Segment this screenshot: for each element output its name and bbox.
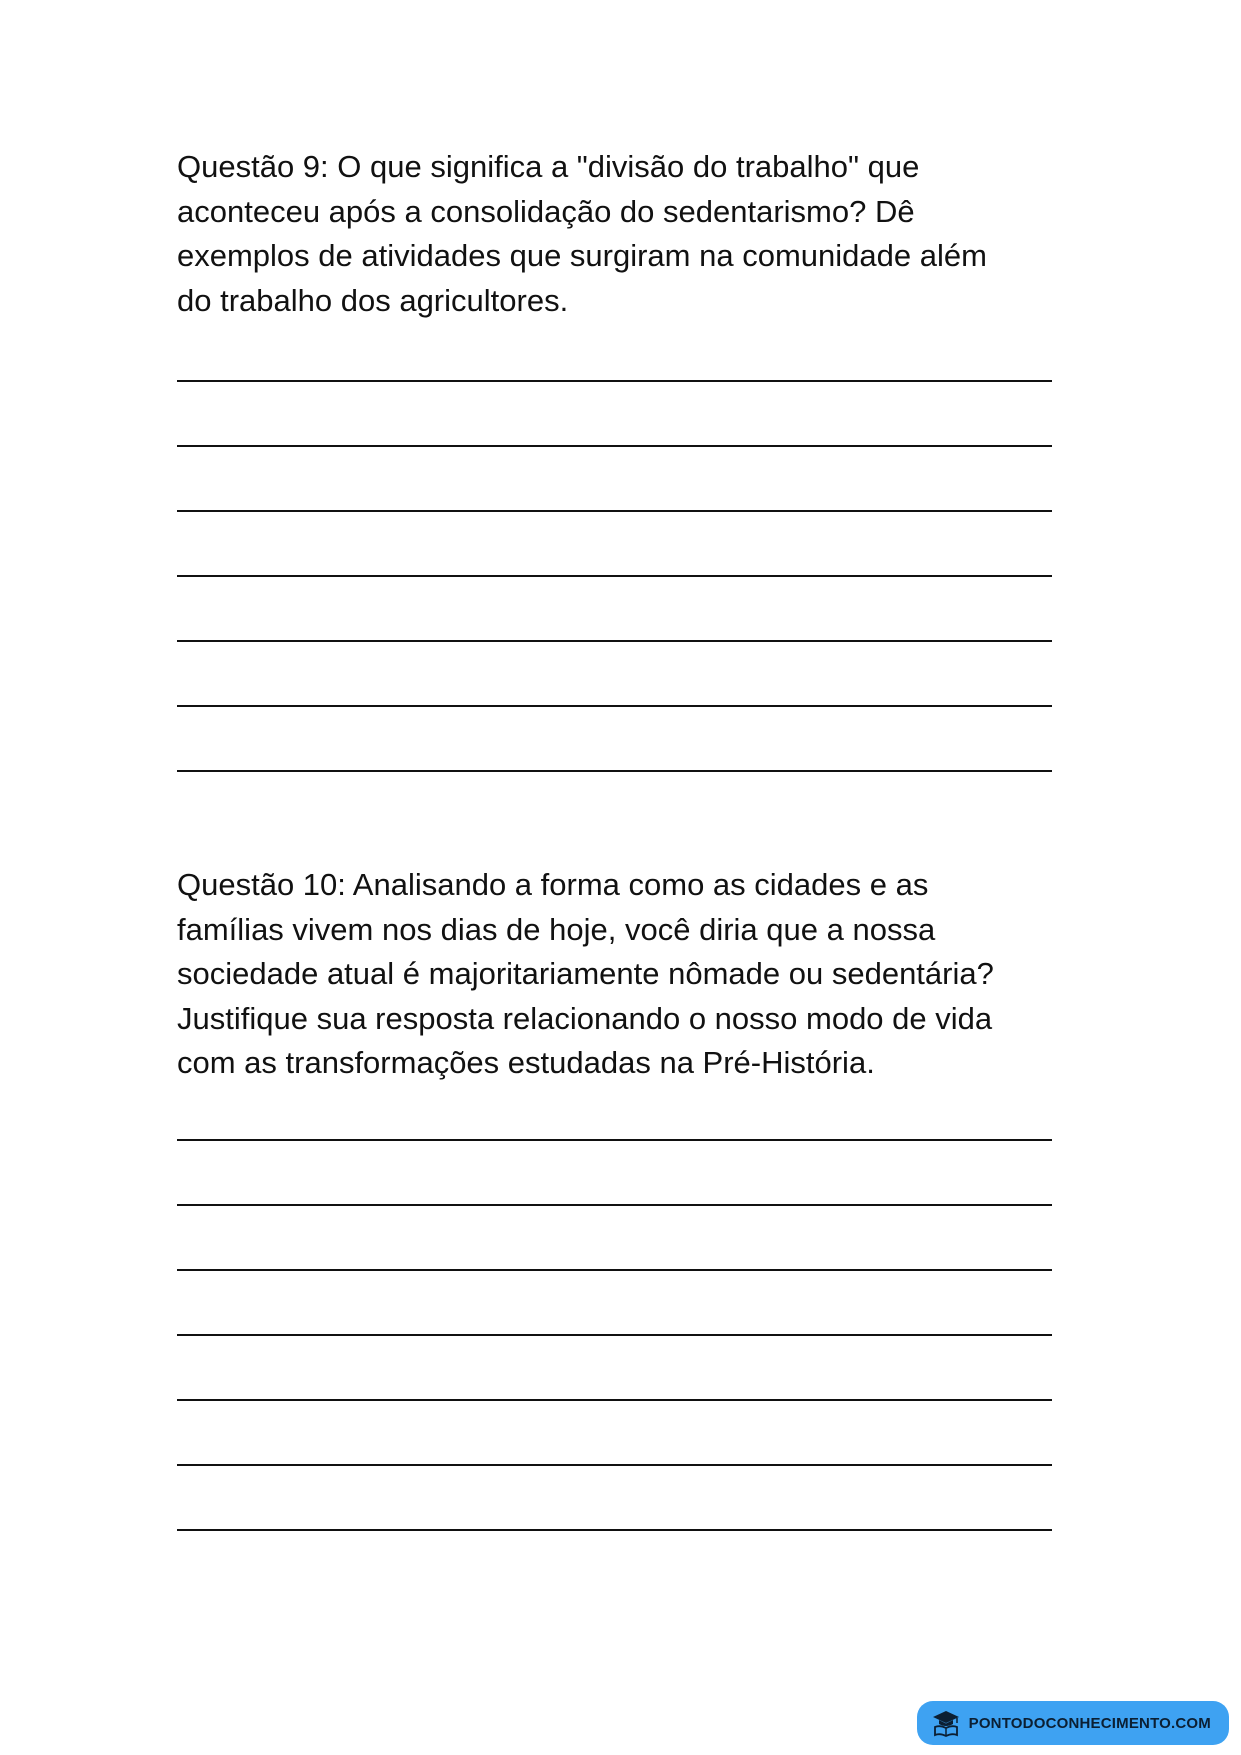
watermark-text: PONTODOCONHECIMENTO.COM [968,1714,1211,1732]
answer-line [177,1271,1052,1336]
answer-line [177,707,1052,772]
site-watermark [917,1701,1229,1745]
graduation-cap-book-icon [931,1709,961,1737]
answer-line [177,447,1052,512]
answer-line [177,1401,1052,1466]
answer-line [177,642,1052,707]
question-10-text: Questão 10: Analisando a forma como as cidades e as famílias vivem nos dias de hoje, você diria que a nossa sociedade atual é majoritariamente nômade ou sedentária? Justifique sua resposta relacionando o nosso modo de vida com as transformações estudadas na Pré-História. [177,867,994,1080]
answer-line [177,1206,1052,1271]
answer-lines-question-9 [177,380,1052,772]
answer-lines-question-10 [177,1139,1052,1531]
answer-line [177,382,1052,447]
question-9-text: Questão 9: O que significa a "divisão do trabalho" que aconteceu após a consolidação do sedentarismo? Dê exemplos de atividades que surgiram na comunidade além do trabalho dos agricultores. [177,149,987,318]
answer-line [177,1336,1052,1401]
answer-line [177,512,1052,577]
answer-line [177,1466,1052,1531]
answer-line [177,1141,1052,1206]
answer-line [177,577,1052,642]
